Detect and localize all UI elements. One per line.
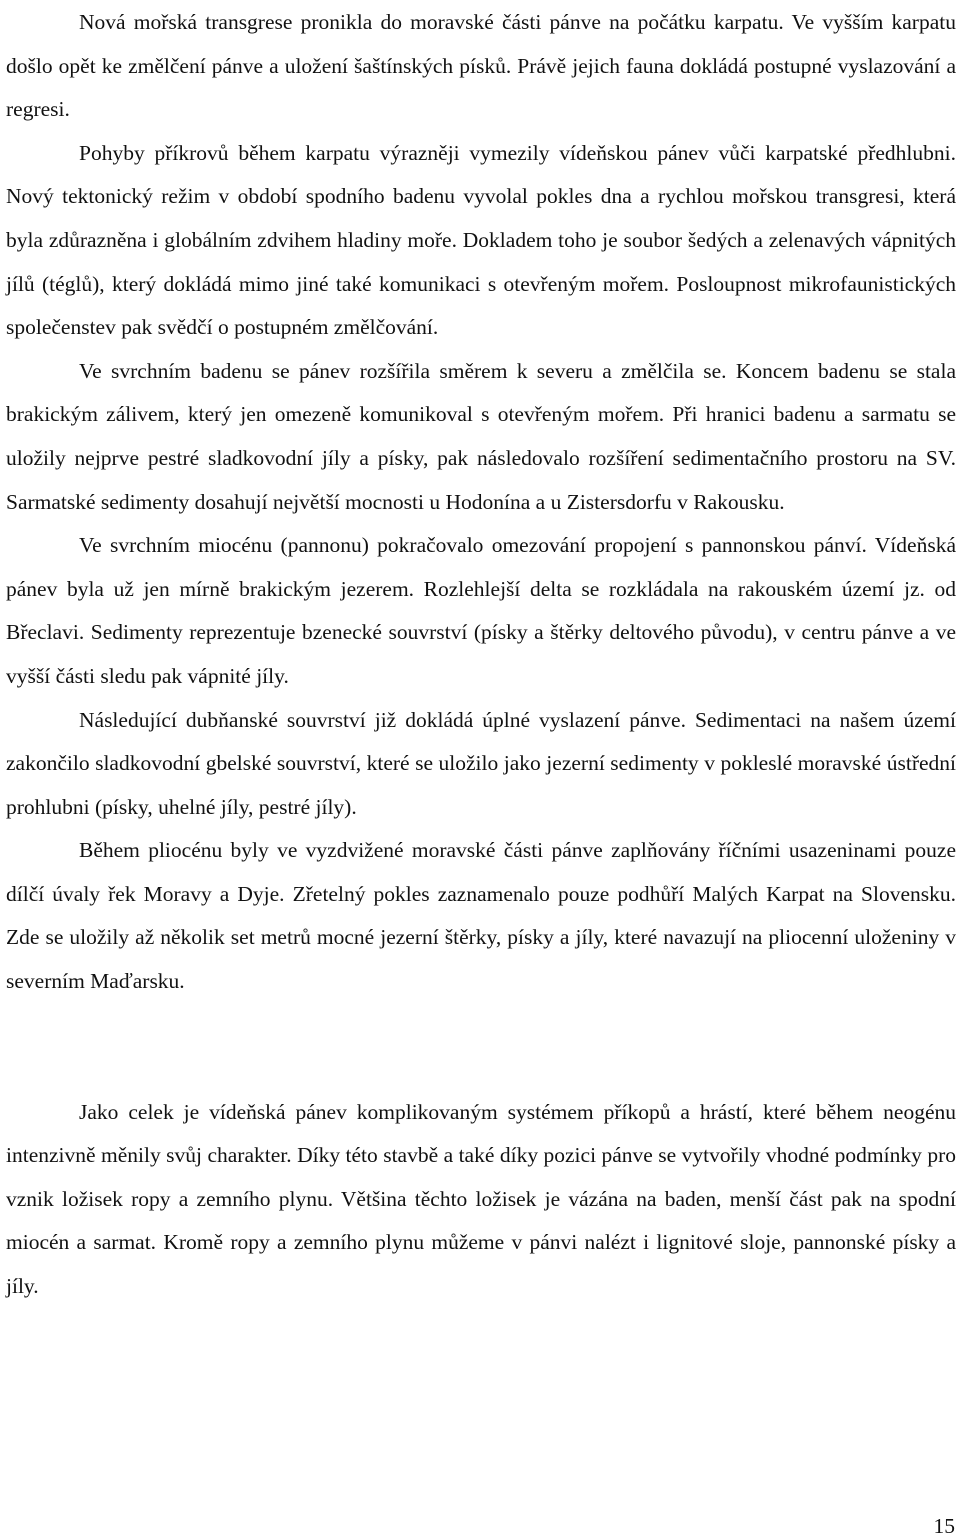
paragraph-svrchni-baden-sarmat: Ve svrchním badenu se pánev rozšířila směrem k severu a změlčila se. Koncem badenu se stala brakickým zálivem, který jen omezeně komunikoval s otevřeným mořem. Při hranici badenu a sarmatu se uložily nejprve pestré sladkovodní jíly a písky, pak následovalo rozšíření sedimentačního prostoru na SV. Sarmatské sedimenty dosahují největší mocnosti u Hodonína a u Zistersdorfu v Rakousku. bbox=[6, 358, 956, 514]
paragraph-karpat-transgression: Nová mořská transgrese pronikla do moravské části pánve na počátku karpatu. Ve vyšším karpatu došlo opět ke změlčení pánve a uložení šaštínských písků. Právě jejich fauna dokládá postupné vyslazování a regresi. bbox=[6, 10, 956, 122]
paragraph-dubnanske-souvrstvi: Následující dubňanské souvrství již dokládá úplné vyslazení pánve. Sedimentaci na našem území zakončilo sladkovodní gbelské souvrství, které se uložilo jako jezerní sedimenty v pokleslé moravské ústřední prohlubni (písky, uhelné jíly, pestré jíly). bbox=[6, 707, 956, 819]
paragraph-pliocen: Během pliocénu byly ve vyzdvižené moravské části pánve zaplňovány říčními usazeninami pouze dílčí úvaly řek Moravy a Dyje. Zřetelný pokles zaznamenalo pouze podhůří Malých Karpat na Slovensku. Zde se uložily až několik set metrů mocné jezerní štěrky, písky a jíly, které navazují na pliocenní uloženiny v severním Maďarsku. bbox=[6, 838, 956, 994]
paragraph-pannon: Ve svrchním miocénu (pannonu) pokračovalo omezování propojení s pannonskou pánví. Vídeňská pánev byla už jen mírně brakickým jezerem. Rozlehlejší delta se rozkládala na rakouském území jz. od Břeclavi. Sedimenty reprezentuje bzenecké souvrství (písky a štěrky deltového původu), v centru pánve a ve vyšší části sledu pak vápnité jíly. bbox=[6, 533, 956, 688]
document-page bbox=[6, 0, 956, 1309]
paragraph-spodni-baden: Pohyby příkrovů během karpatu výrazněji vymezily vídeňskou pánev vůči karpatské předhlubni. Nový tektonický režim v období spodního badenu vyvolal pokles dna a rychlou mořskou transgresi, která byla zdůrazněna i globálním zdvihem hladiny moře. Dokladem toho je soubor šedých a zelenavých vápnitých jílů (téglů), který dokládá mimo jiné také komunikaci s otevřeným mořem. Posloupnost mikrofaunistických společenstev pak svědčí o postupném změlčování. bbox=[6, 140, 956, 340]
page-number: 15 bbox=[933, 1514, 955, 1538]
paragraph-spacer bbox=[6, 1004, 956, 1091]
paragraph-summary-deposits: Jako celek je vídeňská pánev komplikovaným systémem příkopů a hrástí, které během neogénu intenzivně měnily svůj charakter. Díky této stavbě a také díky pozici pánve se vytvořily vhodné podmínky pro vznik ložisek ropy a zemního plynu. Většina těchto ložisek je vázána na baden, menší část pak na spodní miocén a sarmat. Kromě ropy a zemního plynu můžeme v pánvi nalézt i lignitové sloje, pannonské písky a jíly. bbox=[6, 1099, 956, 1299]
